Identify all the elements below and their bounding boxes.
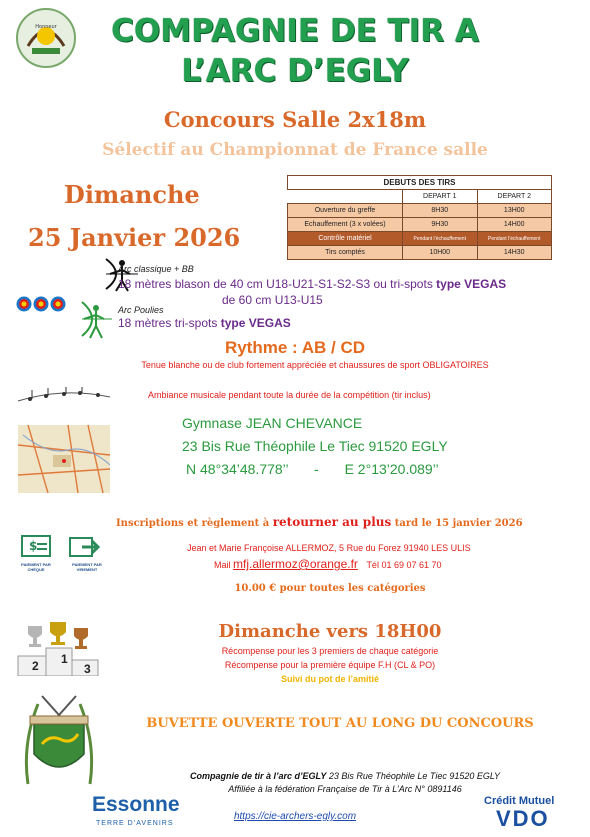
podium-3: 3 [84, 662, 91, 676]
svg-text:Honneur: Honneur [35, 24, 57, 30]
venue-lon: E 2°13’20.089’’ [344, 461, 439, 477]
schedule-row-d2: 13H00 [477, 204, 552, 218]
rhythm-title: Rythme : AB / CD [224, 338, 366, 357]
bank-logo-name: Crédit Mutuel [484, 795, 555, 807]
awards-line-3: Suivi du pot de l’amitié [280, 674, 379, 684]
classic-label: Arc classique + BB [118, 264, 194, 274]
footer-club-line [110, 771, 580, 781]
email-link[interactable]: mfj.allermoz@orange.fr [233, 557, 358, 571]
svg-text:$: $ [29, 539, 38, 553]
awards-line-1: Récompense pour les 3 premiers de chaque catégorie [221, 646, 439, 656]
contact-mail-line [214, 557, 442, 571]
compound-archer-icon [74, 298, 114, 340]
website-link[interactable]: https://cie-archers-egly.com [233, 811, 357, 822]
schedule-title: DEBUTS DES TIRS [288, 176, 552, 190]
footer-affiliation: Affiliée à la fédération Française de Tir à L’Arc N° 0891146 [228, 784, 462, 794]
footer-club: Compagnie de tir à l’arc d’EGLY [189, 771, 327, 781]
awards-title: Dimanche vers 18H00 [218, 621, 442, 642]
registration-deadline [116, 515, 523, 529]
registration-c: tard le 15 janvier 2026 [391, 518, 523, 529]
classic-line-1 [118, 277, 506, 291]
dress-code: Tenue blanche ou de club fortement appréciée et chaussures de sport OBLIGATOIRES [141, 360, 489, 370]
schedule-row-d1: Pendant l’échauffement [403, 232, 478, 246]
bank-logo-vdo: VDO [496, 806, 550, 831]
compound-label: Arc Poulies [118, 305, 164, 315]
schedule-row-d1: 9H30 [403, 218, 478, 232]
cheque-icon [20, 532, 52, 562]
schedule-row-d2: 14H30 [477, 246, 552, 260]
schedule-row-d1: 8H30 [403, 204, 478, 218]
schedule-row-d2: 14H00 [477, 218, 552, 232]
venue-address: 23 Bis Rue Théophile Le Tiec 91520 EGLY [182, 438, 448, 454]
schedule-row-d1: 10H00 [403, 246, 478, 260]
schedule-row-label: Echauffement (3 x volées) [288, 218, 403, 232]
event-day: Dimanche [64, 180, 200, 209]
venue-coordinates [186, 461, 439, 477]
schedule-row-label: Tirs comptés [288, 246, 403, 260]
buvette: BUVETTE OUVERTE TOUT AU LONG DU CONCOURS [146, 716, 534, 731]
classic-vegas: type VEGAS [436, 277, 507, 291]
event-selective: Sélectif au Championnat de France salle [102, 140, 488, 160]
music-note: Ambiance musicale pendant toute la durée de la compétition (tir inclus) [148, 390, 431, 400]
classic-line-1-text: 18 mètres blason de 40 cm U18-U21-S1-S2-S3 ou tri-spots [118, 277, 433, 291]
schedule-col1: DEPART 1 [403, 190, 478, 204]
essonne-tagline: TERRE D’AVENIRS [96, 820, 174, 827]
pay-cheque-label: PAIEMENT PAR CHÈQUE [21, 562, 51, 572]
essonne-logo: Essonne [92, 793, 180, 816]
schedule-col2: DEPART 2 [477, 190, 552, 204]
schedule-row-d2: Pendant l’échauffement [477, 232, 552, 246]
event-date: 25 Janvier 2026 [28, 223, 241, 252]
club-emblem [18, 694, 100, 792]
schedule-row-label: Ouverture du greffe [288, 204, 403, 218]
price: 10.00 € pour toutes les catégories [234, 583, 426, 594]
compound-line [118, 316, 291, 330]
phone: Tél 01 69 07 61 70 [366, 560, 442, 570]
venue-name: Gymnase JEAN CHEVANCE [182, 415, 363, 431]
classic-line-2: de 60 cm U13-U15 [222, 293, 323, 307]
compound-vegas: type VEGAS [220, 316, 291, 330]
map-thumbnail-icon [18, 425, 110, 493]
registration-b: retourner au plus [272, 515, 392, 529]
registration-a: Inscriptions et règlement à [116, 518, 273, 529]
transfer-icon [68, 532, 104, 562]
target-faces-icon [16, 292, 66, 316]
awards-line-2: Récompense pour la première équipe F.H (CL & PO) [224, 660, 436, 670]
schedule-row-label: Contrôle matériel [288, 232, 403, 246]
venue-lat: N 48°34’48.778’’ [186, 461, 289, 477]
venue-dash: - [314, 461, 319, 477]
podium-1: 1 [61, 652, 68, 666]
event-name: Concours Salle 2x18m [163, 107, 427, 132]
pay-virement-label: PAIEMENT PAR VIREMENT [72, 562, 102, 572]
title-line-2: L’ARC D’EGLY [181, 53, 409, 89]
compound-line-text: 18 mètres tri-spots [118, 316, 218, 330]
contact-address: Jean et Marie Françoise ALLERMOZ, 5 Rue du Forez 91940 LES ULIS [187, 543, 471, 553]
footer-address: 23 Bis Rue Théophile Le Tiec 91520 EGLY [328, 771, 501, 781]
title-line-1: COMPAGNIE DE TIR A [111, 13, 479, 49]
music-notes-icon [16, 387, 112, 407]
schedule-table [287, 175, 552, 260]
mail-label: Mail [214, 560, 231, 570]
podium-2: 2 [32, 659, 39, 673]
